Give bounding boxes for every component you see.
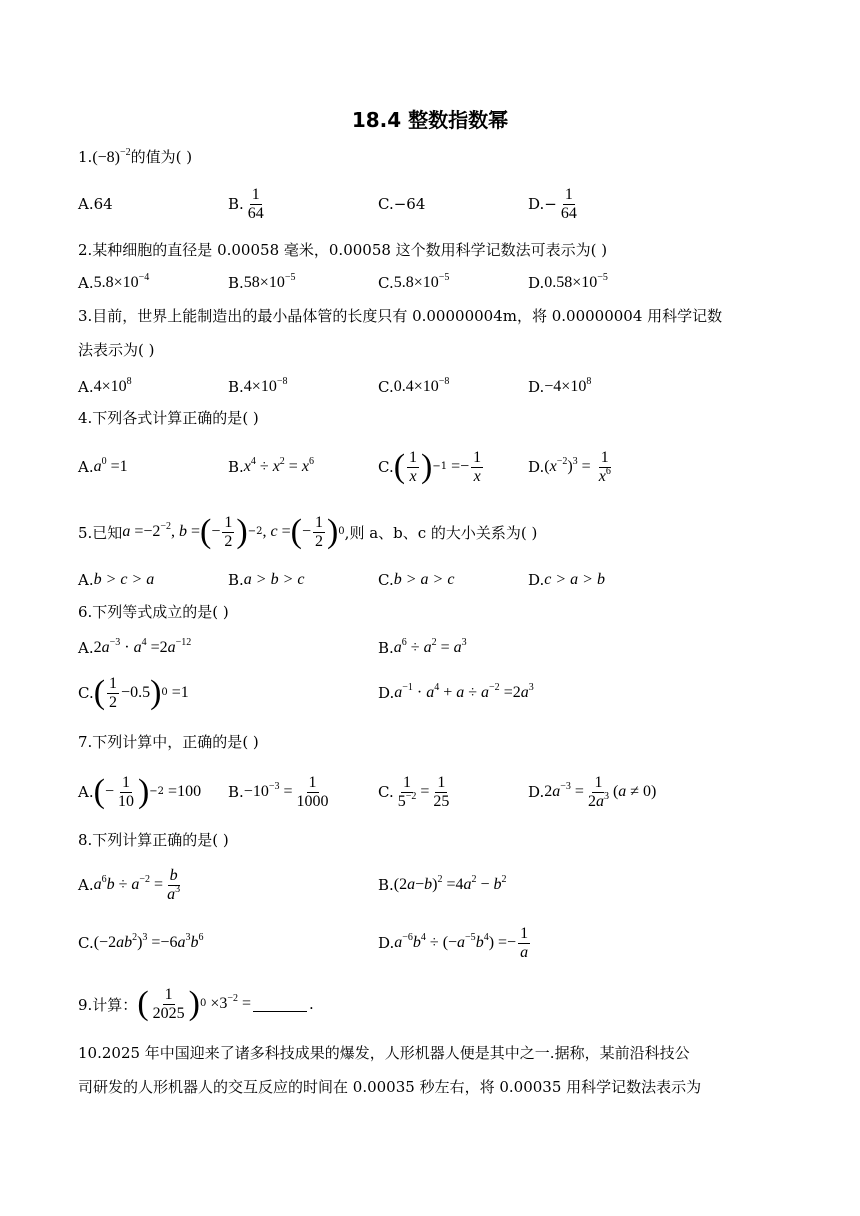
option-a[interactable]: A. b > c > a — [78, 571, 155, 589]
option-d[interactable]: D. 2 $a^{-3}$ = $\frac{1}{2a^3}$ ( a ≠ 0) — [528, 773, 657, 810]
question-2-stem: 2.某种细胞的直径是 0.00058 毫米，0.00058 这个数用科学记数法可表示为( ) — [78, 241, 608, 259]
option-d[interactable]: D. c > a > b — [528, 571, 605, 589]
option-c[interactable]: C. $\frac{1}{5^{-2}}$ = $\frac{1}{25}$ — [378, 773, 450, 810]
option-d[interactable]: D.− $\frac{1}{64}$ — [528, 185, 577, 222]
option-c[interactable]: C. b > a > c — [378, 571, 455, 589]
option-c[interactable]: C. $0.4\times 10^{-8}$ — [378, 376, 450, 396]
question-3-options — [78, 372, 778, 402]
option-d[interactable]: D. $a^{-1}$ · $a^4$ + a ÷ $a^{-2}$ =2 $a^3$ — [378, 682, 534, 702]
question-10 — [78, 1036, 778, 1104]
option-d[interactable]: D. $0.58\times 10^{-5}$ — [528, 272, 608, 292]
question-10-line2: 司研发的人形机器人的交互反应的时间在 0.00035 秒左右，将 0.00035 用科学记数法表示为 — [78, 1078, 702, 1096]
option-a[interactable]: A. 2 $a^{-3}$ · $a^4$ =2 $a^{-12}$ — [78, 637, 192, 657]
question-1-options — [78, 184, 778, 224]
option-b[interactable]: B. $x^4$ ÷ $x^2$ = $x^6$ — [228, 456, 314, 476]
option-a[interactable]: A. $4\times 10^8$ — [78, 376, 132, 396]
option-a[interactable]: A. $a^6b$ ÷ $a^{-2}$ = $\frac{b}{a^3}$ — [78, 866, 181, 903]
question-6-options-row1 — [78, 634, 778, 662]
question-8-stem: 8.下列计算正确的是( ) — [78, 831, 229, 849]
question-3-stem-line1: 3.目前，世界上能制造出的最小晶体管的长度只有 0.00000004m，将 0.00000004 用科学记数 — [78, 307, 723, 325]
question-5-options — [78, 566, 778, 594]
option-a[interactable]: A.64 — [78, 195, 113, 213]
page-title: 18.4 整数指数幂 — [351, 108, 509, 132]
option-a[interactable]: A. ( − $\frac{1}{10}$ ) −2 =100 — [78, 773, 202, 810]
question-9: 9.计算： ( $\frac{1}{2025}$ ) 0 $\times 3^{-2}$ = . — [78, 985, 314, 1022]
option-b[interactable]: B. $4\times 10^{-8}$ — [228, 376, 288, 396]
option-c[interactable]: C.−64 — [378, 195, 426, 213]
question-6-options-row2 — [78, 670, 778, 716]
option-c[interactable]: C. $5.8\times 10^{-5}$ — [378, 272, 450, 292]
question-6-stem: 6.下列等式成立的是( ) — [78, 603, 229, 621]
option-b[interactable]: B. a > b > c — [228, 571, 305, 589]
option-c[interactable]: C. ( $\frac{1}{2}$ −0.5 ) 0 =1 — [78, 674, 189, 711]
question-7-stem: 7.下列计算中，正确的是( ) — [78, 733, 259, 751]
option-b[interactable]: B. $58\times 10^{-5}$ — [228, 272, 296, 292]
option-a[interactable]: A. $5.8\times 10^{-4}$ — [78, 272, 150, 292]
question-8-options-row1 — [78, 862, 778, 908]
option-b[interactable]: B. $-10^{-3}$ = $\frac{1}{1000}$ — [228, 773, 329, 810]
option-b[interactable]: B. $\frac{1}{64}$ — [228, 185, 264, 222]
question-10-line1: 10.2025 年中国迎来了诸多科技成果的爆发，人形机器人便是其中之一.据称，某前沿科技公 — [78, 1044, 690, 1062]
option-b[interactable]: B. (2 a − b )$^2$ =4 $a^2$ − $b^2$ — [378, 874, 507, 894]
question-4-options — [78, 444, 778, 490]
answer-blank[interactable] — [253, 997, 307, 1012]
question-8-options-row2 — [78, 920, 778, 966]
option-c[interactable]: C. ( $\frac{1}{x}$ ) −1 =− $\frac{1}{x}$ — [378, 448, 482, 485]
option-c[interactable]: C. (−2 $ab^2$ )$^3$ =−6 $a^3b^6$ — [78, 932, 204, 952]
question-2-options — [78, 268, 778, 298]
question-5-stem: 5.已知 a $=-2^{-2}$, b = ( − $\frac{1}{2}$ ) −2 , c = ( − $\frac{1}{2}$ ) 0 ,则 a、b、c 的大小关系为( ) — [78, 513, 538, 550]
question-3-stem-line2: 法表示为( ) — [78, 341, 155, 359]
option-a[interactable]: A. $a^0$ =1 — [78, 456, 128, 476]
option-d[interactable]: D. ( $x^{-2}$ )$^3$ = $\frac{1}{x^6}$ — [528, 448, 611, 485]
question-1-stem: $1.(-8)^{-2}$的值为( ) — [78, 147, 193, 166]
question-4-stem: 4.下列各式计算正确的是( ) — [78, 409, 259, 427]
question-7-options — [78, 768, 778, 816]
option-d[interactable]: D. $a^{-6}b^4$ ÷ (− $a^{-5}b^4$ ) =− $\frac{1}{a}$ — [378, 924, 529, 961]
option-b[interactable]: B. $a^6$ ÷ $a^2$ = $a^3$ — [378, 637, 467, 657]
option-d[interactable]: D. $-4\times 10^8$ — [528, 376, 592, 396]
